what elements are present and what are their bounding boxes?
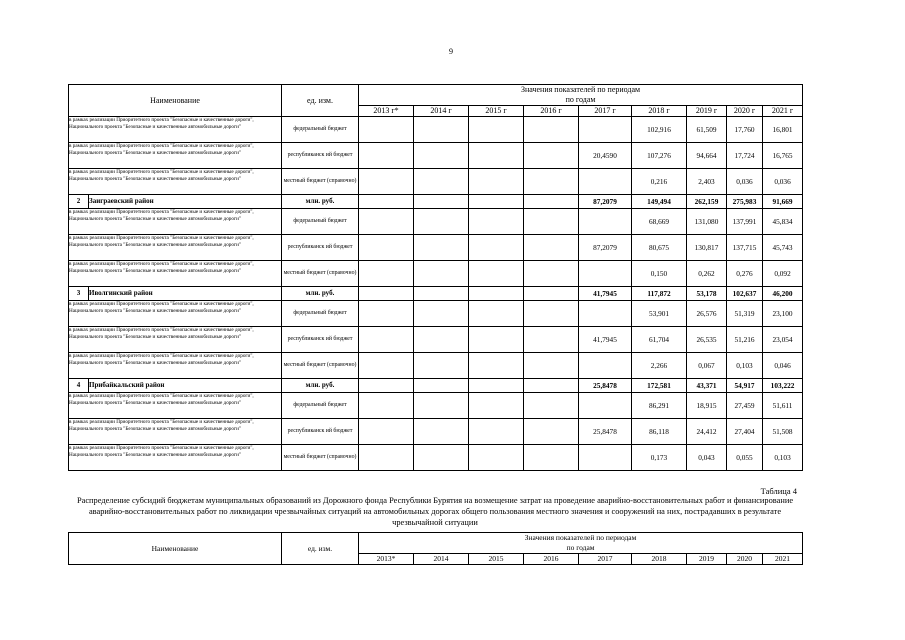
value-cell [359,419,414,445]
t2-header-year: 2021 [763,554,803,565]
value-cell [524,301,579,327]
value-cell [414,327,469,353]
budget-row [69,169,803,195]
value-cell: 51,611 [763,393,803,419]
row-unit: федеральный бюджет [282,209,359,235]
value-cell: 262,159 [687,195,727,209]
value-cell: 0,092 [763,261,803,287]
header-year: 2014 г [414,106,469,117]
value-cell [469,419,524,445]
value-cell: 86,118 [632,419,687,445]
value-cell: 18,915 [687,393,727,419]
value-cell [469,353,524,379]
value-cell: 45,834 [763,209,803,235]
row-index: 3 [69,287,89,301]
row-description: в рамках реализации Приоритетного проекта "Безопасные и качественные дороги", Национального проекта "Безопасные и качественные автомобильные дороги" [69,327,282,353]
value-cell [414,261,469,287]
value-cell: 45,743 [763,235,803,261]
row-unit: местный бюджет (справочно) [282,353,359,379]
value-cell [524,209,579,235]
value-cell: 26,576 [687,301,727,327]
t2-header-unit: ед. изм. [282,533,359,565]
value-cell [469,143,524,169]
value-cell: 51,216 [727,327,763,353]
value-cell: 25,8478 [579,419,632,445]
t2-header-year: 2015 [469,554,524,565]
value-cell [359,143,414,169]
row-description: в рамках реализации Приоритетного проекта "Безопасные и качественные дороги", Национального проекта "Безопасные и качественные автомобильные дороги" [69,209,282,235]
value-cell: 17,760 [727,117,763,143]
row-index: 2 [69,195,89,209]
row-description: в рамках реализации Приоритетного проекта "Безопасные и качественные дороги", Национального проекта "Безопасные и качественные автомобильные дороги" [69,261,282,287]
value-cell [359,445,414,471]
t2-header-year: 2020 [727,554,763,565]
value-cell: 0,173 [632,445,687,471]
value-cell [359,379,414,393]
budget-row [69,261,803,287]
value-cell: 54,917 [727,379,763,393]
header-year: 2018 г [632,106,687,117]
budget-row [69,143,803,169]
value-cell: 0,276 [727,261,763,287]
value-cell [524,379,579,393]
value-cell: 0,150 [632,261,687,287]
value-cell [524,419,579,445]
row-description: в рамках реализации Приоритетного проекта "Безопасные и качественные дороги", Национального проекта "Безопасные и качественные автомобильные дороги" [69,393,282,419]
row-unit: федеральный бюджет [282,301,359,327]
value-cell: 23,054 [763,327,803,353]
t2-header-year: 2018 [632,554,687,565]
t2-header-year: 2016 [524,554,579,565]
value-cell [579,169,632,195]
value-cell: 87,2079 [579,195,632,209]
header-year: 2019 г [687,106,727,117]
value-cell [359,301,414,327]
value-cell [359,353,414,379]
value-cell [469,117,524,143]
value-cell: 172,581 [632,379,687,393]
value-cell: 130,817 [687,235,727,261]
value-cell: 103,222 [763,379,803,393]
value-cell: 43,371 [687,379,727,393]
value-cell: 149,494 [632,195,687,209]
header-year: 2016 г [524,106,579,117]
row-description: в рамках реализации Приоритетного проекта "Безопасные и качественные дороги", Национального проекта "Безопасные и качественные автомобильные дороги" [69,235,282,261]
value-cell: 0,216 [632,169,687,195]
row-unit: млн. руб. [282,287,359,301]
row-unit: федеральный бюджет [282,393,359,419]
row-unit: республиканск ий бюджет [282,235,359,261]
value-cell [469,287,524,301]
header-year: 2015 г [469,106,524,117]
header-name: Наименование [69,85,282,117]
district-row [69,195,803,209]
value-cell: 117,872 [632,287,687,301]
value-cell [524,143,579,169]
value-cell [579,445,632,471]
value-cell: 23,100 [763,301,803,327]
value-cell: 46,200 [763,287,803,301]
value-cell: 0,055 [727,445,763,471]
value-cell [359,327,414,353]
value-cell [359,393,414,419]
value-cell [469,327,524,353]
row-description: в рамках реализации Приоритетного проекта "Безопасные и качественные дороги", Национального проекта "Безопасные и качественные автомобильные дороги" [69,117,282,143]
page-number: 9 [449,47,453,56]
value-cell: 0,036 [727,169,763,195]
value-cell [414,195,469,209]
value-cell [579,353,632,379]
value-cell [579,301,632,327]
value-cell: 87,2079 [579,235,632,261]
row-unit: республиканск ий бюджет [282,143,359,169]
value-cell: 80,675 [632,235,687,261]
budget-row [69,353,803,379]
row-unit: местный бюджет (справочно) [282,445,359,471]
value-cell: 0,103 [763,445,803,471]
value-cell [359,169,414,195]
value-cell [579,393,632,419]
second-table [68,532,803,565]
row-unit: республиканск ий бюджет [282,327,359,353]
value-cell [524,195,579,209]
value-cell: 131,080 [687,209,727,235]
value-cell: 51,508 [763,419,803,445]
value-cell: 0,067 [687,353,727,379]
value-cell: 86,291 [632,393,687,419]
budget-row [69,445,803,471]
value-cell: 16,801 [763,117,803,143]
value-cell: 24,412 [687,419,727,445]
header-year: 2020 г [727,106,763,117]
district-row [69,287,803,301]
value-cell [524,117,579,143]
value-cell [579,209,632,235]
budget-row [69,235,803,261]
value-cell [524,393,579,419]
value-cell [414,379,469,393]
value-cell: 17,724 [727,143,763,169]
value-cell: 41,7945 [579,327,632,353]
value-cell: 51,319 [727,301,763,327]
value-cell [469,445,524,471]
value-cell: 2,403 [687,169,727,195]
value-cell: 53,178 [687,287,727,301]
value-cell [359,195,414,209]
budget-row [69,419,803,445]
value-cell [414,301,469,327]
value-cell [414,143,469,169]
value-cell: 275,983 [727,195,763,209]
value-cell [469,261,524,287]
value-cell [359,117,414,143]
value-cell [359,287,414,301]
value-cell: 137,715 [727,235,763,261]
value-cell: 0,043 [687,445,727,471]
row-unit: млн. руб. [282,379,359,393]
value-cell: 68,669 [632,209,687,235]
value-cell [524,287,579,301]
t2-header-year: 2019 [687,554,727,565]
row-unit: местный бюджет (справочно) [282,169,359,195]
row-description: в рамках реализации Приоритетного проекта "Безопасные и качественные дороги", Национального проекта "Безопасные и качественные автомобильные дороги" [69,301,282,327]
header-values-title: Значения показателей по периодам [359,85,803,96]
value-cell [524,327,579,353]
t2-header-name: Наименование [69,533,282,565]
row-unit: местный бюджет (справочно) [282,261,359,287]
value-cell [524,235,579,261]
value-cell [414,393,469,419]
value-cell [469,169,524,195]
value-cell [524,261,579,287]
value-cell: 16,765 [763,143,803,169]
row-description: в рамках реализации Приоритетного проекта "Безопасные и качественные дороги", Национального проекта "Безопасные и качественные автомобильные дороги" [69,419,282,445]
budget-row [69,209,803,235]
header-unit: ед. изм. [282,85,359,117]
value-cell [414,169,469,195]
value-cell [414,353,469,379]
value-cell [524,353,579,379]
district-name: Заиграевский район [89,195,282,209]
value-cell: 137,991 [727,209,763,235]
value-cell: 0,046 [763,353,803,379]
budget-row [69,327,803,353]
value-cell [579,117,632,143]
value-cell: 53,901 [632,301,687,327]
value-cell: 27,459 [727,393,763,419]
value-cell [359,261,414,287]
value-cell [469,393,524,419]
value-cell: 2,266 [632,353,687,379]
value-cell: 25,8478 [579,379,632,393]
value-cell [469,209,524,235]
value-cell: 102,916 [632,117,687,143]
t2-header-year: 2017 [579,554,632,565]
value-cell [469,235,524,261]
value-cell: 41,7945 [579,287,632,301]
row-description: в рамках реализации Приоритетного проекта "Безопасные и качественные дороги", Национального проекта "Безопасные и качественные автомобильные дороги" [69,353,282,379]
row-description: в рамках реализации Приоритетного проекта "Безопасные и качественные дороги", Национального проекта "Безопасные и качественные автомобильные дороги" [69,143,282,169]
value-cell: 91,669 [763,195,803,209]
t2-header-year: 2013* [359,554,414,565]
value-cell: 0,103 [727,353,763,379]
value-cell [414,117,469,143]
district-row [69,379,803,393]
row-unit: федеральный бюджет [282,117,359,143]
budget-row [69,393,803,419]
value-cell: 61,509 [687,117,727,143]
value-cell [469,301,524,327]
budget-row [69,301,803,327]
row-unit: млн. руб. [282,195,359,209]
row-index: 4 [69,379,89,393]
table-label: Таблица 4 [760,486,797,496]
t2-header-values-title: Значения показателей по периодам [359,533,803,544]
row-description: в рамках реализации Приоритетного проекта "Безопасные и качественные дороги", Национального проекта "Безопасные и качественные автомобильные дороги" [69,445,282,471]
value-cell: 0,262 [687,261,727,287]
t2-header-year: 2014 [414,554,469,565]
value-cell [579,261,632,287]
row-description: в рамках реализации Приоритетного проекта "Безопасные и качественные дороги", Национального проекта "Безопасные и качественные автомобильные дороги" [69,169,282,195]
budget-row [69,117,803,143]
header-by-years: по годам [359,95,803,106]
value-cell [469,195,524,209]
header-year: 2021 г [763,106,803,117]
value-cell [359,235,414,261]
value-cell: 26,535 [687,327,727,353]
value-cell [524,169,579,195]
t2-header-by-years: по годам [359,543,803,554]
value-cell: 0,036 [763,169,803,195]
value-cell [524,445,579,471]
header-year: 2013 г* [359,106,414,117]
table-caption: Распределение субсидий бюджетам муниципальных образований из Дорожного фонда Республики Бурятия на возмещение затрат на проведение аварийно-восстановительных работ и финансирование аварийно-восстановительных работ по ликвидации чрезвычайных ситуаций на автомобильных дорогах общего пользования местного значения и сооружений на них, пострадавших в результате чрезвычайной ситуации [76,496,794,527]
value-cell: 107,276 [632,143,687,169]
row-unit: республиканск ий бюджет [282,419,359,445]
value-cell: 27,404 [727,419,763,445]
value-cell [414,445,469,471]
value-cell: 102,637 [727,287,763,301]
district-name: Прибайкальский район [89,379,282,393]
indicators-table [68,84,803,471]
value-cell [414,235,469,261]
value-cell: 61,704 [632,327,687,353]
header-year: 2017 г [579,106,632,117]
value-cell [414,209,469,235]
value-cell [359,209,414,235]
value-cell [414,287,469,301]
value-cell [414,419,469,445]
value-cell: 94,664 [687,143,727,169]
value-cell: 20,4590 [579,143,632,169]
district-name: Иволгинский район [89,287,282,301]
value-cell [469,379,524,393]
